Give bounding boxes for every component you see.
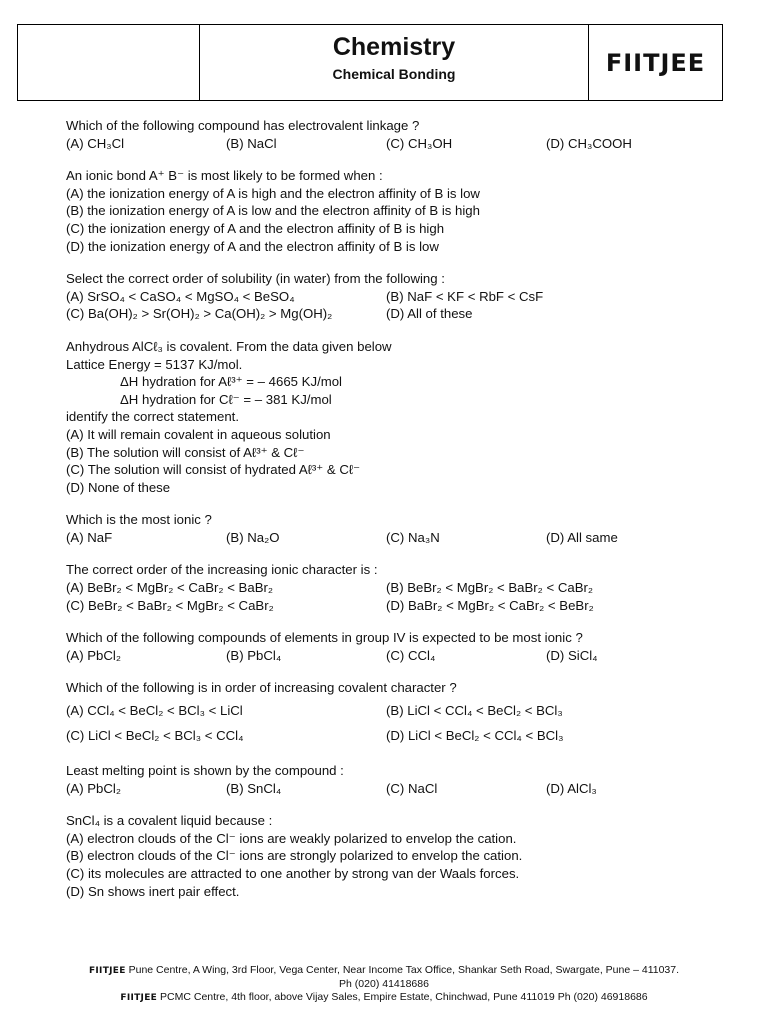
option-a: (A) PbCl₂ [66,780,121,796]
option-d: (D) Sn shows inert pair effect. [66,883,240,899]
question-stem: SnCl₄ is a covalent liquid because : [66,813,273,829]
option-c: (C) CCl₄ [386,647,436,663]
data-line-instruction: identify the correct statement. [66,409,239,425]
question-stem: Which of the following compounds of elements in group IV is expected to be most ionic ? [66,630,583,646]
option-c: (C) its molecules are attracted to one another by strong van der Waals forces. [66,866,520,881]
subject-title: Chemistry [332,33,456,61]
page-header [17,24,723,101]
option-b: (B) the ionization energy of A is low and the electron affinity of B is high [66,203,480,219]
option-a: (A) the ionization energy of A is high and the electron affinity of B is low [66,185,480,201]
option-b: (B) Na₂O [226,529,280,545]
option-b: (B) LiCl < CCl₄ < BeCl₂ < BCl₃ [386,703,563,719]
question-stem: Which is the most ionic ? [66,512,212,528]
option-c: (C) The solution will consist of hydrated Aℓ³⁺ & Cℓ⁻ [66,462,361,478]
question-stem: An ionic bond A⁺ B⁻ is most likely to be formed when : [66,168,383,184]
option-b: (B) NaCl [226,135,277,151]
data-line-lattice: Lattice Energy = 5137 KJ/mol. [66,356,243,372]
option-b: (B) electron clouds of the Cl⁻ ions are strongly polarized to envelop the cation. [66,848,523,864]
option-d: (D) BaBr₂ < MgBr₂ < CaBr₂ < BeBr₂ [386,597,594,613]
question-stem: The correct order of the increasing ionic character is : [66,562,378,578]
question-stem: Which of the following compound has electrovalent linkage ? [66,118,420,133]
option-a: (A) It will remain covalent in aqueous solution [66,426,331,442]
header-blank-cell [18,25,200,100]
option-b: (B) PbCl₄ [226,647,282,663]
option-d: (D) None of these [66,479,171,495]
question-1 [66,117,706,152]
question-10 [66,812,706,900]
question-stem: Select the correct order of solubility (in water) from the following : [66,271,445,287]
option-a: (A) CCl₄ < BeCl₂ < BCl₃ < LiCl [66,703,243,719]
question-7 [66,629,706,664]
option-d: (D) All same [546,529,618,545]
footer-line-pune [40,964,728,978]
question-4 [66,338,706,496]
option-a: (A) PbCl₂ [66,647,121,663]
option-a: (A) SrSO₄ < CaSO₄ < MgSO₄ < BeSO₄ [66,288,295,304]
option-b: (B) BeBr₂ < MgBr₂ < BaBr₂ < CaBr₂ [386,580,593,596]
option-d: (D) CH₃COOH [546,135,632,151]
data-line-hydration-al: ΔH hydration for Aℓ³⁺ = – 4665 KJ/mol [120,374,342,390]
header-logo-cell [589,25,722,100]
chapter-title: Chemical Bonding [332,66,456,82]
option-d: (D) All of these [386,306,473,322]
footer-pune-phone: Ph (020) 41418686 [339,978,429,990]
option-c: (C) LiCl < BeCl₂ < BCl₃ < CCl₄ [66,728,244,744]
option-a: (A) BeBr₂ < MgBr₂ < CaBr₂ < BaBr₂ [66,580,273,596]
footer-pcmc-address: PCMC Centre, 4th floor, above Vijay Sales, Empire Estate, Chinchwad, Pune 411019 Ph (020) 46918686 [160,991,648,1003]
question-9 [66,762,706,797]
option-d: (D) LiCl < BeCl₂ < CCl₄ < BCl₃ [386,728,564,744]
question-stem: Anhydrous AlCℓ₃ is covalent. From the data given below [66,338,392,354]
option-a: (A) CH₃Cl [66,135,125,151]
option-c: (C) Na₃N [386,529,440,545]
option-d: (D) AlCl₃ [546,780,597,796]
question-8 [66,679,706,747]
option-a: (A) electron clouds of the Cl⁻ ions are weakly polarized to envelop the cation. [66,830,517,846]
option-a: (A) NaF [66,529,113,545]
option-c: (C) Ba(OH)₂ > Sr(OH)₂ > Ca(OH)₂ > Mg(OH)₂ [66,306,333,322]
question-stem: Which of the following is in order of increasing covalent character ? [66,680,457,696]
header-title-cell [200,25,589,100]
option-d: (D) the ionization energy of A and the electron affinity of B is low [66,238,439,254]
option-b: (B) SnCl₄ [226,780,282,796]
option-b: (B) NaF < KF < RbF < CsF [386,288,544,304]
option-c: (C) the ionization energy of A and the electron affinity of B is high [66,220,445,236]
question-5 [66,511,706,546]
question-list [66,117,706,915]
footer-logo: FIITJEE [88,966,126,976]
question-stem: Least melting point is shown by the compound : [66,763,344,779]
footer-pune-address: Pune Centre, A Wing, 3rd Floor, Vega Center, Near Income Tax Office, Shankar Seth Road, Swargate, Pune – 411037. [128,964,680,976]
option-b: (B) The solution will consist of Aℓ³⁺ & Cℓ⁻ [66,444,305,460]
data-line-hydration-cl: ΔH hydration for Cℓ⁻ = – 381 KJ/mol [120,391,332,407]
question-6 [66,561,706,614]
footer-line-pcmc [40,991,728,1005]
question-3 [66,270,706,323]
question-2 [66,167,706,255]
fiitjee-logo: FIITJEE [605,48,706,77]
option-c: (C) BeBr₂ < BaBr₂ < MgBr₂ < CaBr₂ [66,597,274,613]
page-footer [40,964,728,1005]
option-c: (C) NaCl [386,780,438,796]
option-d: (D) SiCl₄ [546,647,598,663]
footer-logo: FIITJEE [120,993,158,1003]
option-c: (C) CH₃OH [386,135,453,151]
